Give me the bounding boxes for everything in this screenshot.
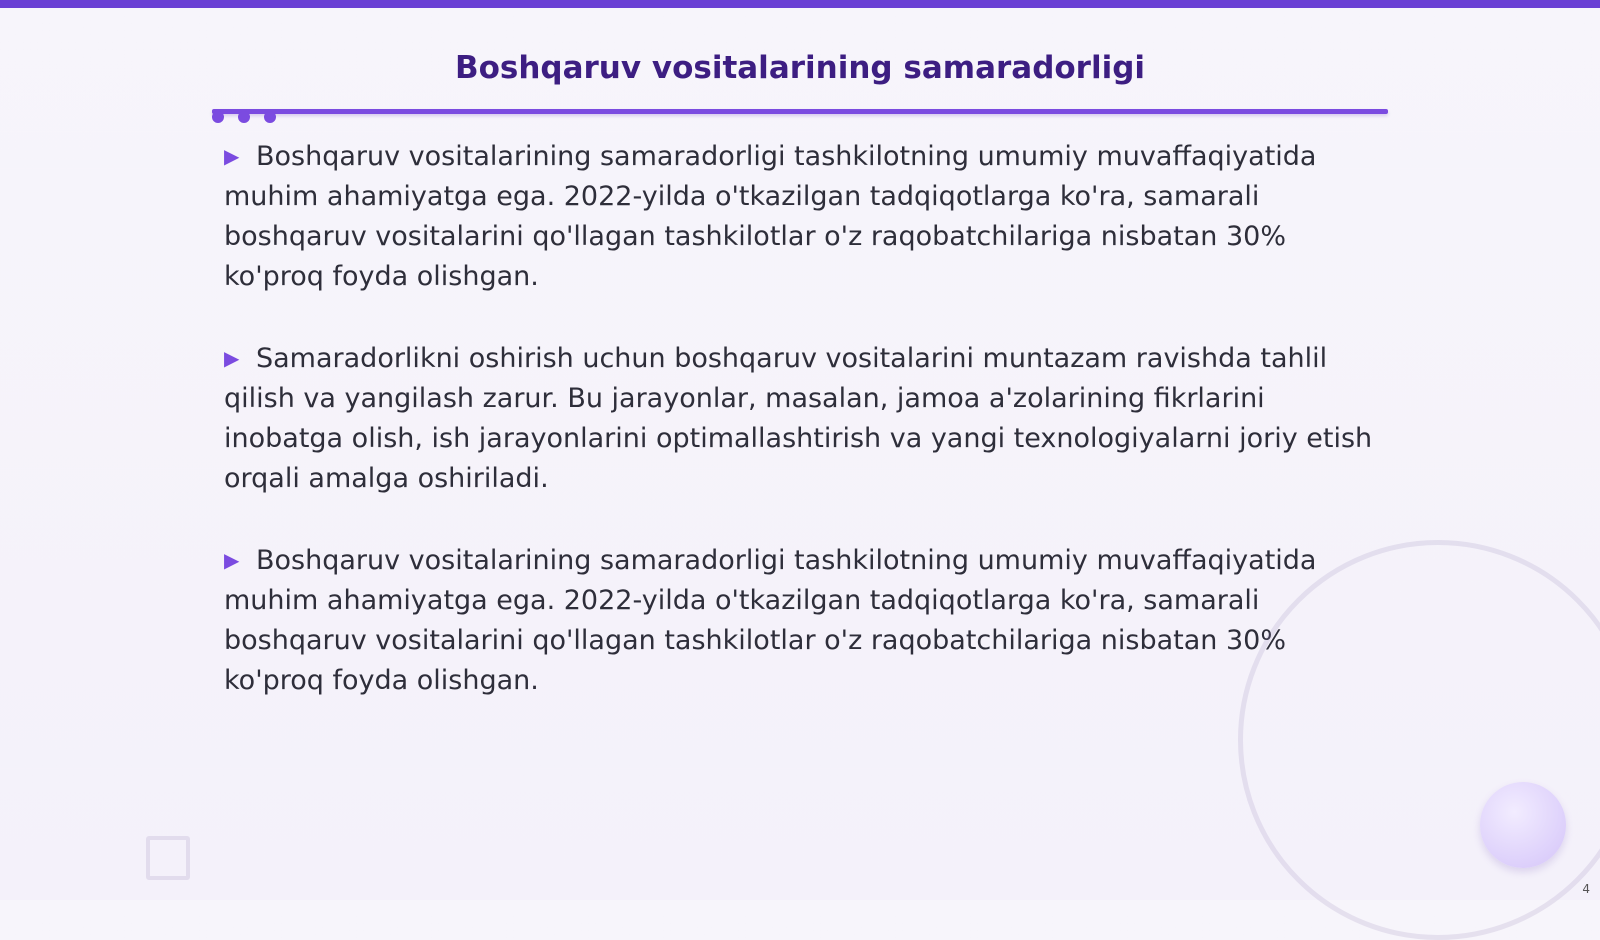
triangle-bullet-icon: ▶	[224, 346, 240, 370]
decorative-square	[146, 836, 190, 880]
paragraph-1	[224, 136, 1374, 297]
title-dot-2	[238, 111, 250, 123]
paragraph-text: Boshqaruv vositalarining samaradorligi tashkilotning umumiy muvaffaqiyatida muhim ahamiyatga ega. 2022-yilda o'tkazilgan tadqiqotlarga ko'ra, samarali boshqaruv vositalarini qo'llagan tashkilotlar o'z raqobatchilariga nisbatan 30% ko'proq foyda olishgan.	[224, 545, 1317, 696]
triangle-bullet-icon: ▶	[224, 144, 240, 168]
title-underline	[212, 109, 1388, 114]
slide-title: Boshqaruv vositalarining samaradorligi	[454, 50, 1146, 86]
page-number: 4	[1582, 882, 1590, 896]
paragraph-3	[224, 540, 1374, 701]
slide-body	[224, 136, 1374, 742]
paragraph-2	[224, 338, 1374, 499]
decorative-bubble	[1480, 782, 1566, 868]
paragraph-text: Samaradorlikni oshirish uchun boshqaruv vositalarini muntazam ravishda tahlil qilish va yangilash zarur. Bu jarayonlar, masalan, jamoa a'zolarining fikrlarini inobatga olish, ish jarayonlarini optimallashtirish va yangi texnologiyalarni joriy etish orqali amalga oshiriladi.	[224, 343, 1373, 494]
title-dot-3	[264, 111, 276, 123]
triangle-bullet-icon: ▶	[224, 548, 240, 572]
title-dot-1	[212, 111, 224, 123]
top-accent-bar	[0, 0, 1600, 8]
paragraph-text: Boshqaruv vositalarining samaradorligi tashkilotning umumiy muvaffaqiyatida muhim ahamiyatga ega. 2022-yilda o'tkazilgan tadqiqotlarga ko'ra, samarali boshqaruv vositalarini qo'llagan tashkilotlar o'z raqobatchilariga nisbatan 30% ko'proq foyda olishgan.	[224, 141, 1317, 292]
